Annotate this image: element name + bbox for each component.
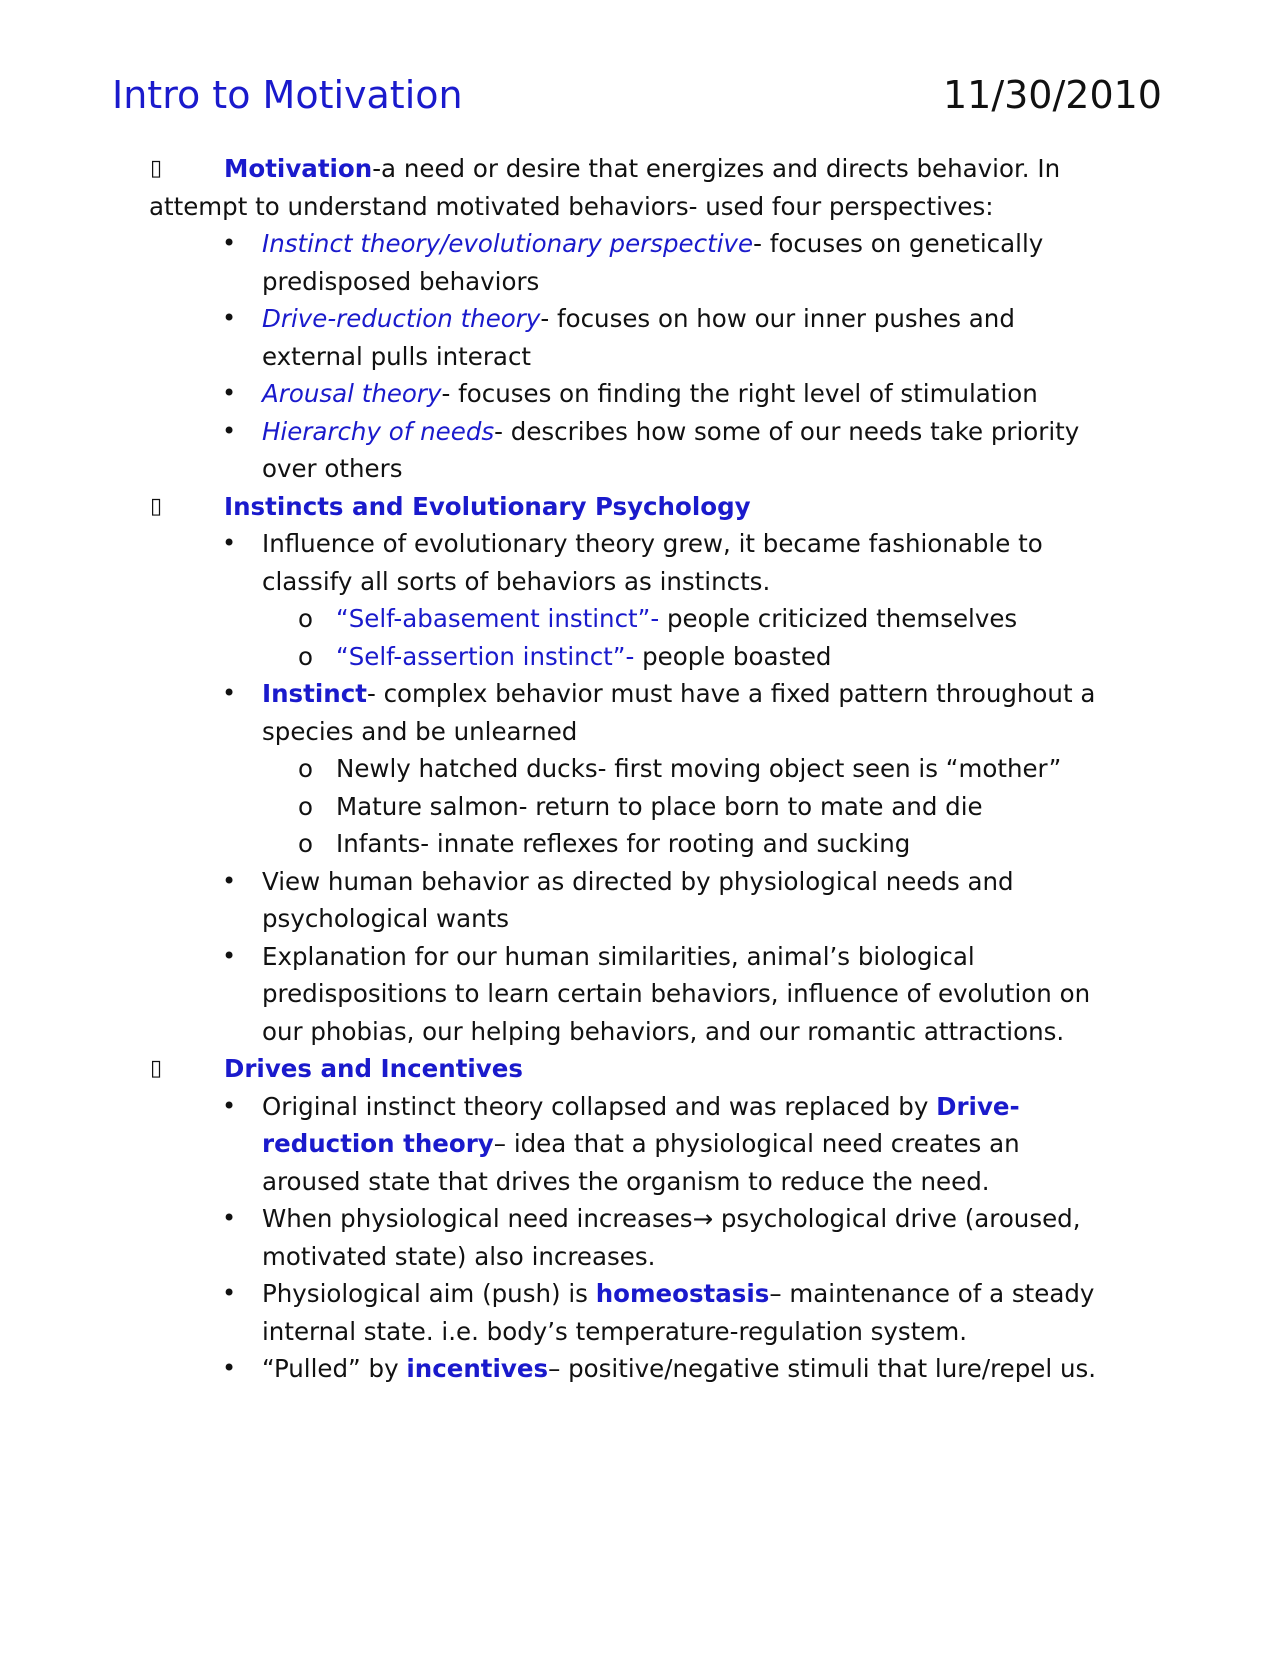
bullet-icon: • <box>222 416 237 445</box>
term-hierarchy-of-needs: Hierarchy of needs <box>262 416 495 446</box>
term-homeostasis: homeostasis <box>595 1279 770 1308</box>
list-item <box>0 863 1280 901</box>
term-self-assertion: “Self-assertion instinct”- <box>336 641 635 671</box>
list-item <box>0 300 1280 338</box>
term-drive-reduction-theory-cont: reduction theory <box>262 1129 494 1158</box>
item-text: motivated state) also increases. <box>262 1241 656 1271</box>
term-arousal-theory: Arousal theory <box>262 379 442 408</box>
term-drive-reduction: Drive-reduction theory <box>262 304 541 333</box>
item-text: – idea that a physiological need creates an <box>493 1129 1020 1158</box>
list-item <box>0 1200 1280 1238</box>
item-text: species and be unlearned <box>262 716 578 746</box>
item-text: - describes how some of our needs take priority <box>494 416 1080 446</box>
definition-text: -a need or desire that energizes and directs behavior. In <box>372 154 1061 183</box>
item-text: - focuses on finding the right level of stimulation <box>441 379 1038 408</box>
list-item <box>0 225 1280 263</box>
list-item <box>0 1088 1280 1126</box>
bullet-icon: • <box>222 866 237 895</box>
item-text: classify all sorts of behaviors as instincts. <box>262 566 771 596</box>
item-text: View human behavior as directed by physiological needs and <box>262 866 1014 896</box>
bullet-icon: • <box>222 529 237 557</box>
sub-bullet-icon: o <box>298 791 313 821</box>
item-text: over others <box>262 454 403 483</box>
arrow-right-icon: → <box>692 1204 714 1233</box>
term-instinct: Instinct <box>262 679 367 708</box>
item-text: our phobias, our helping behaviors, and our romantic attractions. <box>262 1016 1065 1046</box>
item-text: Explanation for our human similarities, animal’s biological <box>262 941 975 971</box>
item-text: Physiological aim (push) is <box>262 1279 596 1308</box>
section-marker-icon: ▯ <box>149 493 163 519</box>
item-text: “Pulled” by <box>262 1354 407 1383</box>
section-heading: Drives and Incentives <box>224 1054 523 1083</box>
term-motivation: Motivation <box>224 154 373 183</box>
section-heading: Instincts and Evolutionary Psychology <box>224 491 751 521</box>
bullet-icon: • <box>222 679 237 707</box>
document-date: 11/30/2010 <box>942 73 1162 117</box>
sub-list-item <box>0 788 1280 826</box>
list-item <box>0 1275 1280 1313</box>
section-marker-icon: ▯ <box>149 1056 163 1081</box>
item-text: Mature salmon- return to place born to mate and die <box>336 791 983 821</box>
list-item <box>0 525 1280 563</box>
item-text: Influence of evolutionary theory grew, it became fashionable to <box>262 529 1043 558</box>
term-incentives: incentives <box>406 1354 549 1383</box>
item-text: external pulls interact <box>262 341 532 371</box>
definition-text-continued: attempt to understand motivated behaviors- used four perspectives: <box>149 191 994 221</box>
sub-bullet-icon: o <box>298 754 313 783</box>
bullet-icon: • <box>222 379 237 407</box>
item-text: Newly hatched ducks- first moving object seen is “mother” <box>336 754 1062 783</box>
bullet-icon: • <box>222 1091 237 1120</box>
sub-bullet-icon: o <box>298 604 313 633</box>
sub-list-item <box>0 750 1280 788</box>
item-text: psychological wants <box>262 904 509 933</box>
item-text: aroused state that drives the organism to reduce the need. <box>262 1166 990 1196</box>
item-text: - complex behavior must have a fixed pattern throughout a <box>366 679 1096 708</box>
item-text: predispositions to learn certain behaviors, influence of evolution on <box>262 979 1091 1008</box>
term-self-abasement: “Self-abasement instinct”- <box>336 604 660 633</box>
list-item <box>0 413 1280 451</box>
section-marker-icon: ▯ <box>149 156 163 181</box>
bullet-icon: • <box>222 1354 237 1382</box>
term-instinct-theory: Instinct theory/evolutionary perspective <box>262 229 754 258</box>
section-instincts <box>0 488 1280 526</box>
section-motivation <box>0 150 1280 188</box>
bullet-icon: • <box>222 1204 237 1232</box>
bullet-icon: • <box>222 304 237 332</box>
document-title: Intro to Motivation <box>112 73 463 117</box>
item-text: - focuses on genetically <box>753 229 1044 258</box>
sub-list-item <box>0 600 1280 638</box>
item-text: Original instinct theory collapsed and was replaced by <box>262 1091 937 1121</box>
item-text: – maintenance of a steady <box>769 1279 1095 1308</box>
item-text: predisposed behaviors <box>262 266 540 296</box>
sub-bullet-icon: o <box>298 829 313 858</box>
item-text: Infants- innate reflexes for rooting and sucking <box>336 829 911 858</box>
list-item <box>0 1350 1280 1388</box>
sub-bullet-icon: o <box>298 641 313 671</box>
sub-list-item <box>0 825 1280 863</box>
item-text: – positive/negative stimuli that lure/repel us. <box>548 1354 1097 1383</box>
item-text: internal state. i.e. body’s temperature-regulation system. <box>262 1316 968 1346</box>
bullet-icon: • <box>222 229 237 257</box>
list-item <box>0 675 1280 713</box>
bullet-icon: • <box>222 941 237 970</box>
notes-content <box>0 150 1280 1388</box>
item-text: people boasted <box>634 641 832 671</box>
sub-list-item <box>0 638 1280 676</box>
item-text: psychological drive (aroused, <box>713 1204 1081 1233</box>
bullet-icon: • <box>222 1279 237 1307</box>
section-drives <box>0 1050 1280 1088</box>
item-text: people criticized themselves <box>659 604 1018 633</box>
item-text: When physiological need increases <box>262 1204 693 1233</box>
term-drive-reduction-theory: Drive- <box>936 1091 1020 1121</box>
list-item <box>0 938 1280 976</box>
item-text: - focuses on how our inner pushes and <box>540 304 1015 333</box>
list-item <box>0 375 1280 413</box>
